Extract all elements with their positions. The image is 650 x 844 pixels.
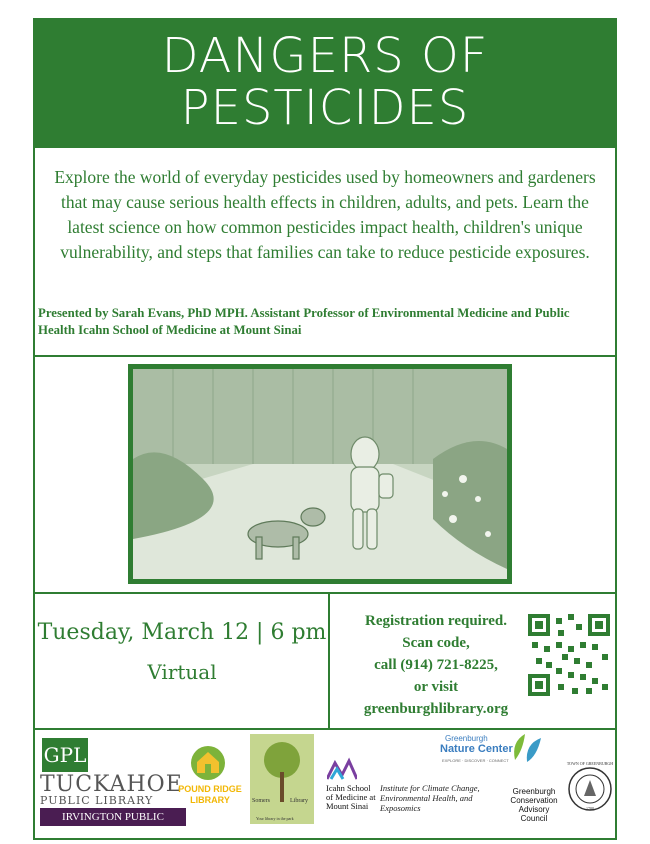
tuckahoe-library-name: TUCKAHOE bbox=[40, 772, 183, 797]
pound-ridge-name-2: LIBRARY bbox=[190, 795, 230, 805]
title-banner bbox=[35, 20, 615, 148]
pound-ridge-name-1: POUND RIDGE bbox=[178, 784, 242, 794]
event-mode: Virtual bbox=[147, 660, 217, 684]
somers-tagline: Your library in the park bbox=[256, 816, 294, 821]
event-description: Explore the world of everyday pesticides used by homeowners and gardeners that may cause serious health effects in children, adults, and pets. Learn the latest science on how common pesticides impact health, children's unique vulnerability, and steps that families can take to reduce pesticide exposures. bbox=[54, 167, 596, 262]
nature-center-name: Nature Center bbox=[440, 743, 513, 755]
seal-year: 1788 bbox=[586, 806, 594, 811]
registration-line-4: or visit bbox=[413, 679, 459, 695]
tuckahoe-library-sub: PUBLIC LIBRARY bbox=[40, 794, 154, 807]
title-line-1: DANGERS OF bbox=[161, 28, 489, 84]
event-date: Tuesday, March 12 | 6 pm bbox=[37, 620, 327, 645]
icahn-school-name: Icahn School of Medicine at Mount Sinai bbox=[326, 783, 376, 811]
registration-line-2: Scan code, bbox=[402, 635, 470, 651]
page-title bbox=[35, 30, 615, 134]
presenter-info: Presented by Sarah Evans, PhD MPH. Assistant Professor of Environmental Medicine and Public Health Icahn School of Medicine at Mount Sinai bbox=[38, 306, 570, 337]
nature-center-top: Greenburgh bbox=[445, 734, 488, 743]
somers-library-logo bbox=[250, 734, 314, 824]
irvington-library-logo: IRVINGTON PUBLIC LIBRARY bbox=[40, 808, 186, 826]
registration-line-3: call (914) 721-8225, bbox=[374, 657, 498, 673]
qr-code-icon[interactable] bbox=[528, 614, 610, 696]
institute-name: Institute for Climate Change, Environmental Health, and Exposomics bbox=[380, 783, 480, 813]
divider-top bbox=[35, 355, 615, 357]
conservation-council-name: Greenburgh Conservation Advisory Council bbox=[510, 787, 558, 823]
seal-text: TOWN OF GREENBURGH bbox=[566, 761, 614, 766]
somers-label-1: Somers bbox=[252, 798, 270, 804]
nature-leaf-icon bbox=[505, 730, 545, 766]
title-line-2: PESTICIDES bbox=[180, 80, 470, 136]
registration-info bbox=[344, 610, 528, 720]
registration-line-1: Registration required. bbox=[365, 613, 507, 629]
gpl-logo: GPL bbox=[42, 738, 88, 772]
nature-center-tagline: EXPLORE · DISCOVER · CONNECT bbox=[442, 758, 509, 763]
divider-middle bbox=[35, 592, 615, 594]
icahn-logo-icon bbox=[327, 757, 357, 781]
somers-label-2: Library bbox=[290, 798, 308, 804]
illustration-child-dog bbox=[128, 364, 512, 584]
pound-ridge-icon bbox=[191, 746, 225, 780]
registration-link[interactable]: greenburghlibrary.org bbox=[363, 701, 509, 717]
